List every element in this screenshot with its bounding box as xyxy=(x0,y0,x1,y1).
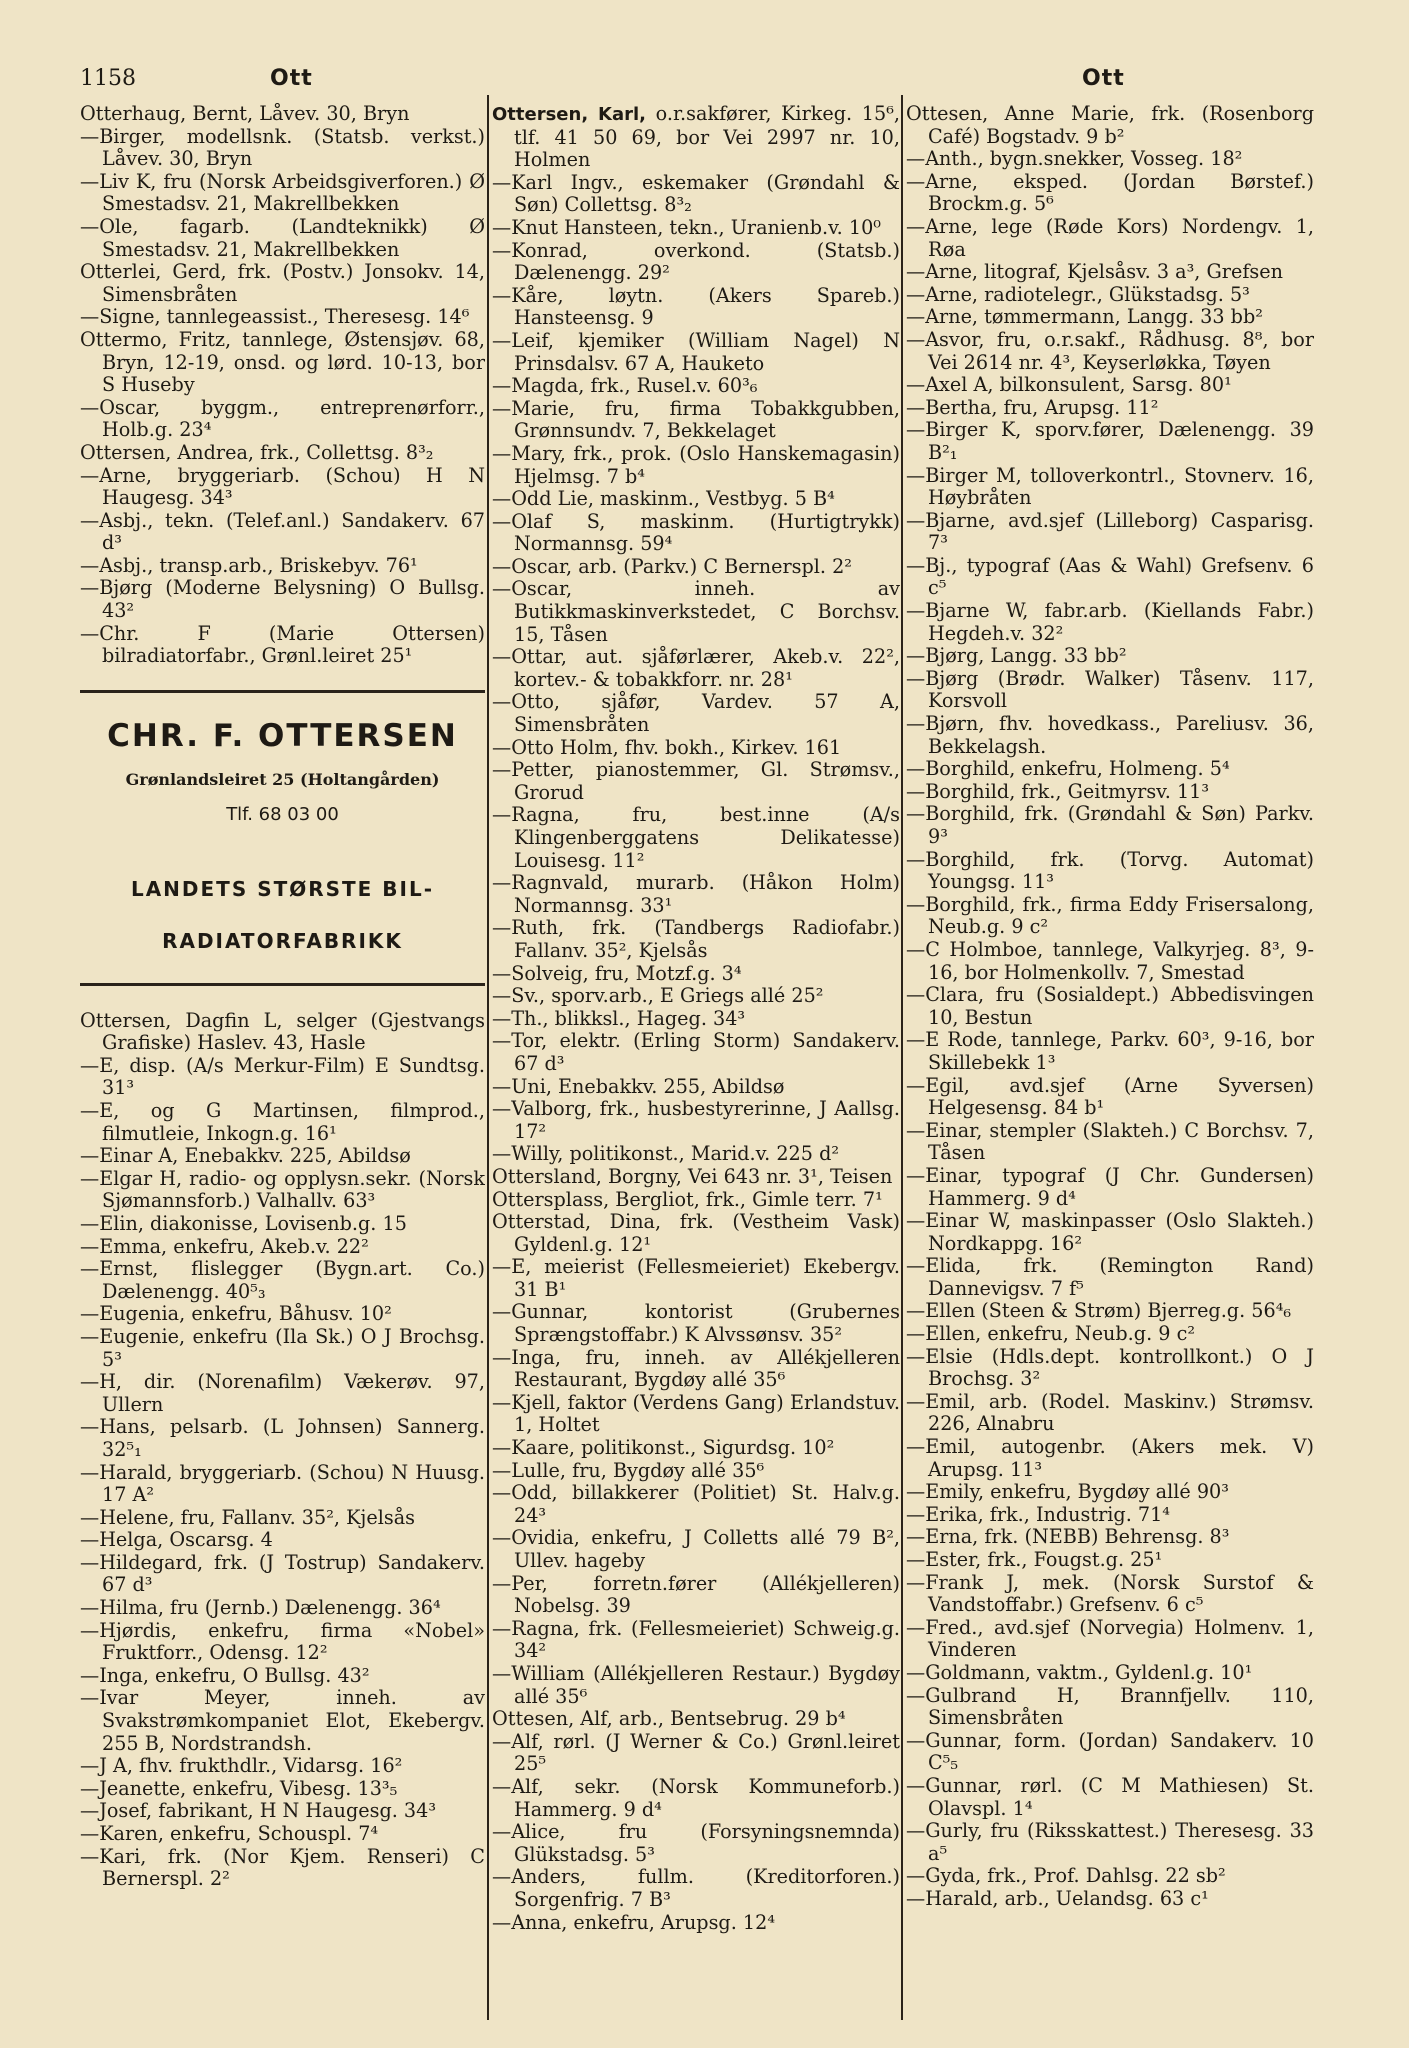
directory-entry: —Inga, enkefru, O Bullsg. 43² xyxy=(80,1663,370,1687)
ad-slogan-line: LANDETS STØRSTE BIL- xyxy=(130,876,435,901)
directory-entry: —Kjell, faktor (Verdens Gang) Erlandstuv. 1, Holtet xyxy=(492,1390,900,1437)
directory-entry: —Bj., typograf (Aas & Wahl) Grefsenv. 6 c⁵ xyxy=(906,553,1314,600)
directory-entry: —Sv., sporv.arb., E Griegs allé 25² xyxy=(492,984,824,1008)
directory-entry: —Konrad, overkond. (Statsb.) Dælenengg. 29² xyxy=(492,238,900,285)
directory-entry: —Solveig, fru, Motzf.g. 3⁴ xyxy=(492,961,742,985)
directory-entry: —Per, forretn.fører (Allékjelleren) Nobelsg. 39 xyxy=(492,1571,900,1618)
directory-entry: Ottersplass, Bergliot, frk., Gimle terr. 7¹ xyxy=(492,1187,883,1211)
directory-entry: —Ragna, frk. (Fellesmeieriet) Schweig.g. 34² xyxy=(492,1616,900,1663)
directory-entry: —Otto Holm, fhv. bokh., Kirkev. 161 xyxy=(492,735,842,759)
directory-entry: —Gyda, frk., Prof. Dahlsg. 22 sb² xyxy=(906,1864,1226,1888)
directory-entry: —Ruth, frk. (Tandbergs Radiofabr.) Fallanv. 35², Kjelsås xyxy=(492,916,900,962)
directory-entry: Ottesen, Alf, arb., Bentsebrug. 29 b⁴ xyxy=(492,1707,846,1731)
directory-entry: —Karen, enkefru, Schouspl. 7⁴ xyxy=(80,1822,379,1845)
directory-entry: —Fred., avd.sjef (Norvegia) Holmenv. 1, Vinderen xyxy=(906,1615,1314,1662)
directory-entry: —Th., blikksl., Hageg. 34³ xyxy=(492,1006,746,1030)
directory-entry: —Arne, bryggeriarb. (Schou) H N Haugesg. 34³ xyxy=(80,463,485,510)
directory-entry: —Birger, modellsnk. (Statsb. verkst.) Låvev. 30, Bryn xyxy=(80,124,485,171)
directory-entry: —Bjørg, Langg. 33 bb² xyxy=(906,644,1127,668)
directory-entry: —Mary, frk., prok. (Oslo Hanskemagasin) Hjelmsg. 7 b⁴ xyxy=(492,441,900,488)
directory-entry: —Gunnar, kontorist (Grubernes Sprængstoffabr.) K Alvssønsv. 35² xyxy=(492,1300,900,1347)
directory-entry: —William (Allékjelleren Restaur.) Bygdøy allé 35⁶ xyxy=(492,1661,900,1708)
directory-entry: —Einar, typograf (J Chr. Gundersen) Hammerg. 9 d⁴ xyxy=(906,1163,1314,1210)
directory-entry: —Gurly, fru (Riksskattest.) Theresesg. 33 a⁵ xyxy=(906,1819,1314,1865)
directory-entry: —Kåre, løytn. (Akers Spareb.) Hansteensg. 9 xyxy=(492,283,900,330)
directory-entry: —Ottar, aut. sjåførlærer, Akeb.v. 22², kortev.- & tobakkforr. nr. 28¹ xyxy=(492,645,900,691)
directory-entry: Otterlei, Gerd, frk. (Postv.) Jonsokv. 14, Simensbråten xyxy=(80,260,485,306)
header-right-word: Ott xyxy=(1082,66,1125,91)
directory-entry: —Bjarne W, fabr.arb. (Kiellands Fabr.) Hegdeh.v. 32² xyxy=(906,599,1314,645)
directory-entry: Otterhaug, Bernt, Låvev. 30, Bryn xyxy=(80,103,410,125)
directory-entry: —Bjarne, avd.sjef (Lilleborg) Casparisg. 7³ xyxy=(906,508,1314,555)
directory-entry: —Erika, frk., Industrig. 71⁴ xyxy=(906,1502,1170,1526)
directory-entry: —Emil, arb. (Rodel. Maskinv.) Strømsv. 226, Alnabru xyxy=(906,1389,1314,1436)
directory-entry: —Eugenie, enkefru (Ila Sk.) O J Brochsg. 5³ xyxy=(80,1324,485,1371)
directory-entry: —Ellen (Steen & Strøm) Bjerreg.g. 56⁴₆ xyxy=(906,1299,1292,1323)
directory-entry: —Elgar H, radio- og opplysn.sekr. (Norsk Sjømannsforb.) Valhallv. 63³ xyxy=(80,1166,485,1213)
column-divider xyxy=(901,95,903,2020)
directory-entry: —Elin, diakonisse, Lovisenb.g. 15 xyxy=(80,1211,407,1235)
directory-entry: —Odd Lie, maskinm., Vestbyg. 5 B⁴ xyxy=(492,487,835,511)
directory-entry: —Emil, autogenbr. (Akers mek. V) Arupsg. 11³ xyxy=(906,1435,1314,1481)
directory-entry: —Arne, radiotelegr., Glükstadsg. 5³ xyxy=(906,282,1250,306)
directory-entry: Ottermo, Fritz, tannlege, Østensjøv. 68, Bryn, 12-19, onsd. og lørd. 10-13, bor S Huseby xyxy=(80,327,485,397)
directory-entry: —Emily, enkefru, Bygdøy allé 90³ xyxy=(906,1480,1229,1504)
entry-list xyxy=(80,103,485,668)
page-number: 1158 xyxy=(80,66,136,91)
directory-entry: —Hilma, fru (Jernb.) Dælenengg. 36⁴ xyxy=(80,1596,441,1620)
directory-entry: —E, meierist (Fellesmeieriet) Ekebergv. 31 B¹ xyxy=(492,1255,900,1301)
directory-entry: Ottersen, Andrea, frk., Collettsg. 8³₂ xyxy=(80,440,434,464)
directory-entry: —E, disp. (A/s Merkur-Film) E Sundtsg. 31³ xyxy=(80,1053,485,1100)
directory-entry: —Einar A, Enebakkv. 225, Abildsø xyxy=(80,1144,411,1168)
entry-list xyxy=(492,172,900,1934)
directory-entry: —Gunnar, rørl. (C M Mathiesen) St. Olavspl. 1⁴ xyxy=(906,1773,1314,1820)
ad-company-name: CHR. F. OTTERSEN xyxy=(107,717,458,754)
directory-entry: —C Holmboe, tannlege, Valkyrjeg. 8³, 9-16, bor Holmenkollv. 7, Smestad xyxy=(906,937,1314,984)
directory-entry: —Willy, politikonst., Marid.v. 225 d² xyxy=(492,1142,840,1166)
directory-entry: —Birger K, sporv.fører, Dælenengg. 39 B²₁ xyxy=(906,418,1314,464)
directory-entry: —Emma, enkefru, Akeb.v. 22² xyxy=(80,1234,369,1258)
directory-entry: —Chr. F (Marie Ottersen) bilradiatorfabr., Grønl.leiret 25¹ xyxy=(80,621,485,668)
directory-entry: Otterstad, Dina, frk. (Vestheim Vask) Gyldenl.g. 12¹ xyxy=(492,1210,900,1256)
directory-entry: —E Rode, tannlege, Parkv. 60³, 9-16, bor Skillebekk 1³ xyxy=(906,1028,1314,1074)
directory-entry: —Otto, sjåfør, Vardev. 57 A, Simensbråten xyxy=(492,690,900,737)
directory-entry: —Hjørdis, enkefru, firma «Nobel» Fruktforr., Odensg. 12² xyxy=(80,1618,485,1665)
directory-entry: —Einar W, maskinpasser (Oslo Slakteh.) Nordkappg. 16² xyxy=(906,1209,1314,1255)
directory-entry: —Hildegard, frk. (J Tostrup) Sandakerv. 67 d³ xyxy=(80,1550,485,1597)
page-header xyxy=(80,66,1379,100)
directory-entry: —H, dir. (Norenafilm) Vækerøv. 97, Ullern xyxy=(80,1370,485,1416)
directory-entry: —Helene, fru, Fallanv. 35², Kjelsås xyxy=(80,1505,416,1529)
header-left-word: Ott xyxy=(270,66,313,91)
directory-entry: —Ernst, flislegger (Bygn.art. Co.) Dælenengg. 40⁵₃ xyxy=(80,1257,485,1303)
directory-entry: —Asbj., tekn. (Telef.anl.) Sandakerv. 67 d³ xyxy=(80,508,485,555)
directory-entry: —Einar, stempler (Slakteh.) C Borchsv. 7, Tåsen xyxy=(906,1118,1314,1165)
directory-entry: —Ester, frk., Fougst.g. 25¹ xyxy=(906,1548,1163,1571)
entry-bold-name: Ottersen, Karl, xyxy=(492,104,646,125)
directory-entry: Ottersland, Borgny, Vei 643 nr. 3¹, Teisen xyxy=(492,1164,893,1188)
column-1 xyxy=(80,103,485,2018)
column-3 xyxy=(906,103,1314,2018)
directory-entry: —Magda, frk., Rusel.v. 60³₆ xyxy=(492,374,758,398)
directory-entry: —Ole, fagarb. (Landteknikk) Ø Smestadsv. 21, Makrellbekken xyxy=(80,214,485,261)
directory-entry: —Valborg, frk., husbestyrerinne, J Aallsg. 17² xyxy=(492,1097,900,1143)
directory-entry: —Elida, frk. (Remington Rand) Dannevigsv. 7 f⁵ xyxy=(906,1254,1314,1300)
directory-entry: —Asbj., transp.arb., Briskebyv. 76¹ xyxy=(80,553,418,577)
ad-phone: Tlf. 68 03 00 xyxy=(226,804,339,826)
directory-entry: —Bjørg (Brødr. Walker) Tåsenv. 117, Korsvoll xyxy=(906,666,1314,713)
directory-entry xyxy=(492,103,900,172)
directory-entry: —Kaare, politikonst., Sigurdsg. 10² xyxy=(492,1436,835,1460)
entry-text: o.r.sakfører, Kirkeg. 15⁶, tlf. 41 50 69, bor Vei 2997 nr. 10, Holmen xyxy=(514,103,900,172)
directory-entry: —Leif, kjemiker (William Nagel) N Prinsdalsv. 67 A, Hauketo xyxy=(492,328,900,375)
directory-entry: —Ivar Meyer, inneh. av Svakstrømkompaniet Elot, Ekebergv. 255 B, Nordstrandsh. xyxy=(80,1686,485,1755)
directory-entry: —Erna, frk. (NEBB) Behrensg. 8³ xyxy=(906,1525,1230,1549)
directory-entry: —Borghild, frk. (Torvg. Automat) Youngsg. 11³ xyxy=(906,847,1314,894)
directory-entry: —Petter, pianostemmer, Gl. Strømsv., Grorud xyxy=(492,758,900,804)
directory-entry: —Uni, Enebakkv. 255, Abildsø xyxy=(492,1074,785,1098)
ad-address: Grønlandsleiret 25 (Holtangården) xyxy=(125,770,440,790)
directory-entry: —Ovidia, enkefru, J Colletts allé 79 B², Ullev. hageby xyxy=(492,1526,900,1572)
directory-entry: —Marie, fru, firma Tobakkgubben, Grønnsundv. 7, Bekkelaget xyxy=(492,396,900,443)
directory-entry: —Oscar, inneh. av Butikkmaskinverkstedet, C Borchsv. 15, Tåsen xyxy=(492,577,900,646)
directory-entry: —Borghild, frk., firma Eddy Frisersalong, Neub.g. 9 c² xyxy=(906,892,1314,939)
directory-entry: —Axel A, bilkonsulent, Sarsg. 80¹ xyxy=(906,373,1232,397)
directory-entry: —Clara, fru (Sosialdept.) Abbedisvingen 10, Bestun xyxy=(906,983,1314,1029)
directory-entry: —Alf, rørl. (J Werner & Co.) Grønl.leiret 25⁵ xyxy=(492,1729,900,1776)
column-divider xyxy=(487,95,489,2020)
directory-entry: Ottersen, Dagfin L, selger (Gjestvangs Grafiske) Haslev. 43, Hasle xyxy=(80,1008,485,1055)
directory-entry: —Hans, pelsarb. (L Johnsen) Sannerg. 32⁵₁ xyxy=(80,1415,485,1461)
directory-entry: —Frank J, mek. (Norsk Surstof & Vandstoffabr.) Grefsenv. 6 c⁵ xyxy=(906,1570,1314,1617)
directory-entry: —Kari, frk. (Nor Kjem. Renseri) C Bernerspl. 2² xyxy=(80,1844,485,1891)
directory-entry: —Oscar, byggm., entreprenørforr., Holb.g. 23⁴ xyxy=(80,395,485,442)
directory-entry: —J A, fhv. frukthdlr., Vidarsg. 16² xyxy=(80,1754,403,1778)
directory-entry: —Karl Ingv., eskemaker (Grøndahl & Søn) Collettsg. 8³₂ xyxy=(492,170,900,217)
directory-entry: —Liv K, fru (Norsk Arbeidsgiverforen.) Ø Smestadsv. 21, Makrellbekken xyxy=(80,169,485,216)
directory-entry: —Alf, sekr. (Norsk Kommuneforb.) Hammerg. 9 d⁴ xyxy=(492,1774,900,1821)
directory-entry: —Elsie (Hdls.dept. kontrollkont.) O J Brochsg. 3² xyxy=(906,1344,1314,1391)
directory-entry: —Bertha, fru, Arupsg. 11² xyxy=(906,395,1159,419)
directory-entry: —Anth., bygn.snekker, Vosseg. 18² xyxy=(906,147,1243,171)
directory-entry: —Gulbrand H, Brannfjellv. 110, Simensbråten xyxy=(906,1683,1314,1730)
entry-list xyxy=(80,1010,485,1891)
entry-list xyxy=(906,103,1314,1911)
directory-entry: —Inga, fru, inneh. av Allékjelleren Restaurant, Bygdøy allé 35⁶ xyxy=(492,1345,900,1392)
directory-entry: —Signe, tannlegeassist., Theresesg. 14⁶ xyxy=(80,305,470,329)
directory-entry: —Arne, lege (Røde Kors) Nordengv. 1, Røa xyxy=(906,214,1314,261)
directory-entry: —Ellen, enkefru, Neub.g. 9 c² xyxy=(906,1322,1196,1346)
directory-entry: —Bjørn, fhv. hovedkass., Pareliusv. 36, Bekkelagsh. xyxy=(906,712,1314,758)
advertisement xyxy=(80,690,485,986)
directory-entry: —Gunnar, form. (Jordan) Sandakerv. 10 C⁵₅ xyxy=(906,1728,1314,1775)
directory-entry: —Ragnvald, murarb. (Håkon Holm) Normannsg. 33¹ xyxy=(492,871,900,917)
directory-entry: —Anna, enkefru, Arupsg. 12⁴ xyxy=(492,1910,776,1934)
directory-entry: —Odd, billakkerer (Politiet) St. Halv.g. 24³ xyxy=(492,1481,900,1527)
directory-entry: —Arne, litograf, Kjelsåsv. 3 a³, Grefsen xyxy=(906,260,1283,284)
directory-entry: —Goldmann, vaktm., Gyldenl.g. 10¹ xyxy=(906,1660,1253,1684)
column-2 xyxy=(492,103,900,2018)
directory-entry: —Borghild, frk., Geitmyrsv. 11³ xyxy=(906,779,1210,803)
directory-entry: —Lulle, fru, Bygdøy allé 35⁶ xyxy=(492,1458,765,1482)
directory-entry: —Arne, eksped. (Jordan Børstef.) Brockm.g. 5⁶ xyxy=(906,169,1314,216)
directory-entry: —Harald, bryggeriarb. (Schou) N Huusg. 17 A² xyxy=(80,1460,485,1507)
directory-entry: —Birger M, tolloverkontrl., Stovnerv. 16, Høybråten xyxy=(906,463,1314,510)
directory-entry: —Asvor, fru, o.r.sakf., Rådhusg. 8⁸, bor Vei 2614 nr. 4³, Keyserløkka, Tøyen xyxy=(906,327,1314,374)
directory-entry: —Egil, avd.sjef (Arne Syversen) Helgesensg. 84 b¹ xyxy=(906,1073,1314,1120)
directory-entry: —Helga, Oscarsg. 4 xyxy=(80,1528,273,1552)
directory-entry: —Knut Hansteen, tekn., Uranienb.v. 10⁰ xyxy=(492,215,881,239)
directory-entry: —Oscar, arb. (Parkv.) C Bernerspl. 2² xyxy=(492,554,852,578)
directory-entry: —Arne, tømmermann, Langg. 33 bb² xyxy=(906,305,1263,329)
directory-entry: —Eugenia, enkefru, Båhusv. 10² xyxy=(80,1302,392,1326)
directory-entry: —Tor, elektr. (Erling Storm) Sandakerv. 67 d³ xyxy=(492,1029,900,1075)
directory-entry: —Ragna, fru, best.inne (A/s Klingenberggatens Delikatesse) Louisesg. 11² xyxy=(492,803,900,872)
directory-entry: —Harald, arb., Uelandsg. 63 c¹ xyxy=(906,1886,1209,1910)
ad-slogan xyxy=(80,863,485,967)
directory-entry: —Anders, fullm. (Kreditorforen.) Sorgenfrig. 7 B³ xyxy=(492,1865,900,1911)
ad-slogan-line: RADIATORFABRIKK xyxy=(162,928,403,953)
directory-entry: —Borghild, enkefru, Holmeng. 5⁴ xyxy=(906,757,1230,781)
directory-entry: —Olaf S, maskinm. (Hurtigtrykk) Normannsg. 59⁴ xyxy=(492,509,900,556)
directory-entry: —Jeanette, enkefru, Vibesg. 13³₅ xyxy=(80,1776,398,1800)
directory-entry: —Borghild, frk. (Grøndahl & Søn) Parkv. 9³ xyxy=(906,802,1314,848)
directory-entry: —E, og G Martinsen, filmprod., filmutleie, Inkogn.g. 16¹ xyxy=(80,1099,485,1145)
directory-entry: Ottesen, Anne Marie, frk. (Rosenborg Café) Bogstadv. 9 b² xyxy=(906,103,1314,148)
directory-entry: —Josef, fabrikant, H N Haugesg. 34³ xyxy=(80,1799,437,1823)
directory-entry: —Bjørg (Moderne Belysning) O Bullsg. 43² xyxy=(80,576,485,623)
directory-entry: —Alice, fru (Forsyningsnemnda) Glükstadsg. 5³ xyxy=(492,1820,900,1866)
